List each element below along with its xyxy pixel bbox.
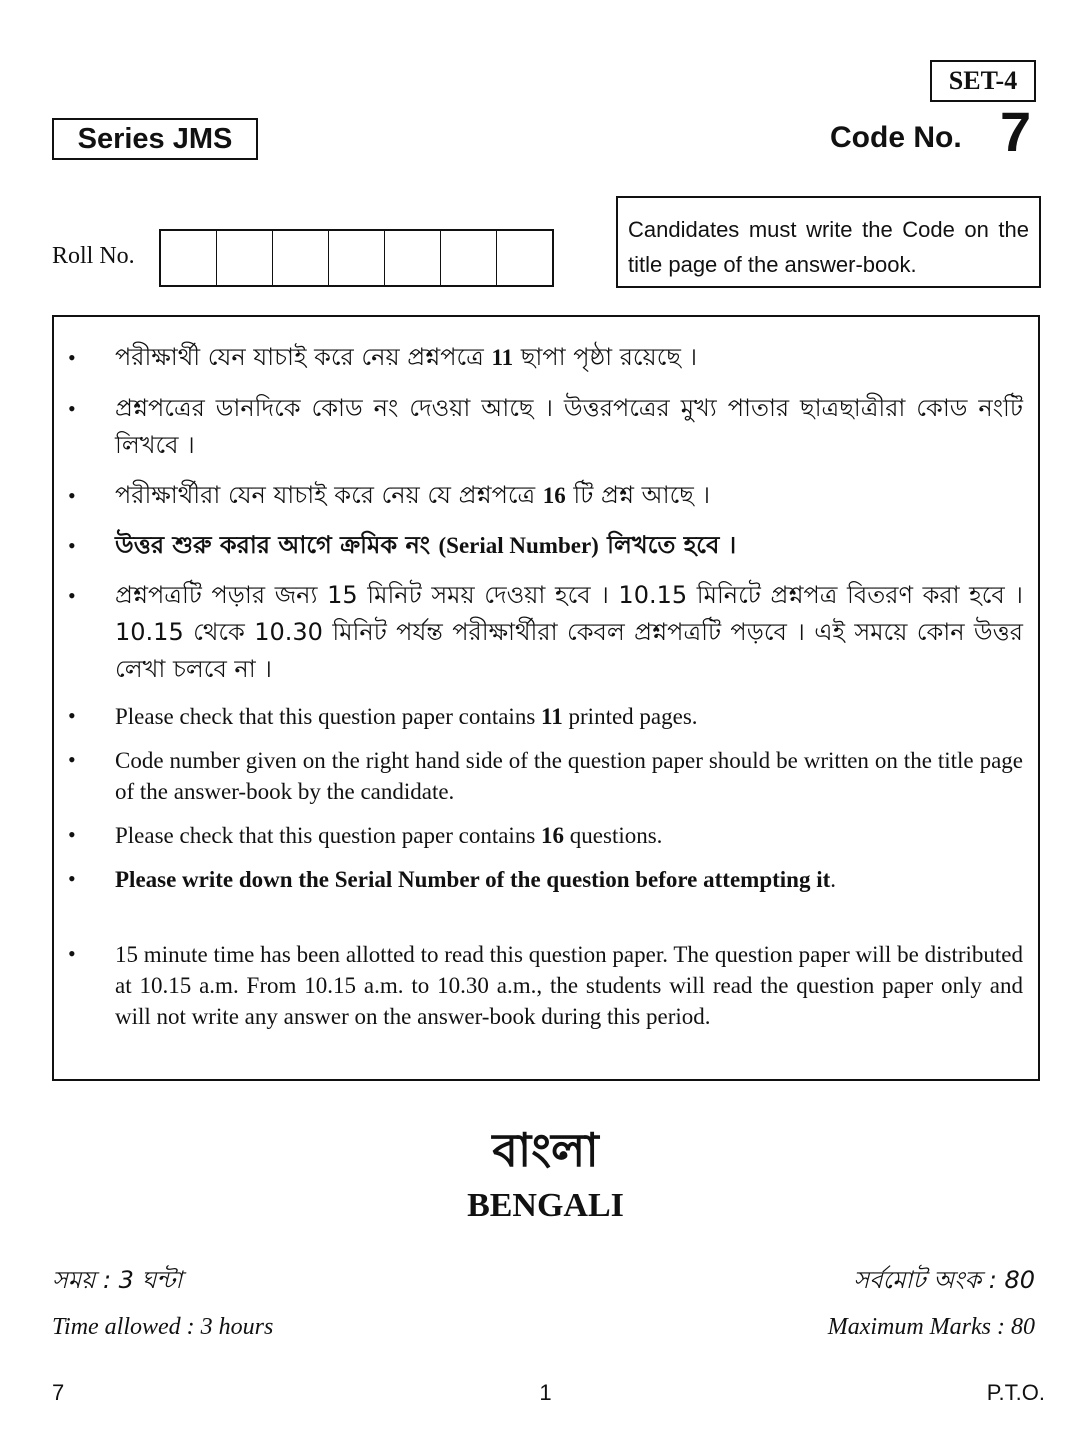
bullet: • [68, 822, 76, 847]
bullet: • [68, 866, 76, 891]
roll-number-cell[interactable] [217, 231, 273, 285]
roll-number-cell[interactable] [273, 231, 329, 285]
instructions-box: • পরীক্ষার্থী যেন যাচাই করে নেয় প্রশ্নপত্রে 11 ছাপা পৃষ্ঠা রয়েছে । • প্রশ্নপত্রের ডানদিকে কোড নং দেওয়া আছে । উত্তরপত্রের মুখ্য পাতার ছাত্রছাত্রীরা কোড নংটি লিখবে । • পরীক্ষার্থীরা যেন যাচাই করে নেয় যে প্রশ্নপত্রে 16 টি প্রশ্ন আছে । • উত্তর শুরু করার আগে ক্রমিক নং (Serial Number) লিখতে হবে । • প্রশ্নপত্রটি পড়ার জন্য 15 মিনিট সময় দেওয়া হবে । 10.15 মিনিটে প্রশ্নপত্র বিতরণ করা হবে । 10.15 থেকে 10.30 মিনিট পর্যন্ত পরীক্ষার্থীরা কেবল প্রশ্নপত্রটি পড়বে । এই সময়ে কোন উত্তর লেখা চলবে না । • Please check that this question paper contains 11 printed pages. • Code number given on the right hand side of the question paper should be written on the title page of the answer-book by the candidate. • Please check that this question paper contains 16 questions. • Please write down the Serial Number of the question before attempting it. • 15 minute time has been allotted to read this question paper. The question paper will be distributed at 10.15 a.m. From 10.15 a.m. to 10.30 a.m., the students will read the question paper only and will not write any answer on the answer-book during this period. [52, 315, 1040, 1081]
bullet: • [68, 583, 76, 608]
series-box: Series JMS [52, 118, 258, 160]
bullet: • [68, 703, 76, 728]
subject-title-bengali: বাংলা [492, 1123, 599, 1177]
please-turn-over: P.T.O. [986, 1380, 1045, 1405]
bullet: • [68, 396, 76, 421]
code-number-value: 7 [1000, 100, 1032, 163]
code-instruction-note: Candidates must write the Code on the title page of the answer-book. [616, 196, 1041, 288]
bullet: • [68, 533, 76, 558]
set-number-box: SET-4 [930, 60, 1036, 102]
roll-number-label: Roll No. [52, 243, 135, 269]
bullet: • [68, 747, 76, 772]
maximum-marks-english: Maximum Marks : 80 [827, 1314, 1035, 1340]
time-allowed-english: Time allowed : 3 hours [52, 1314, 274, 1340]
roll-number-cell[interactable] [497, 231, 552, 285]
bullet: • [68, 483, 76, 508]
maximum-marks-bengali: সর্বমোট অংক : 80 [853, 1266, 1035, 1294]
roll-number-cell[interactable] [329, 231, 385, 285]
bullet: • [68, 345, 76, 370]
bullet: • [68, 941, 76, 966]
roll-number-grid [159, 229, 554, 287]
roll-number-cell[interactable] [441, 231, 497, 285]
code-number-label: Code No. [830, 121, 962, 154]
time-allowed-bengali: সময় : 3 ঘন্টা [52, 1266, 183, 1294]
footer-code: 7 [52, 1380, 65, 1405]
roll-number-cell[interactable] [385, 231, 441, 285]
roll-number-cell[interactable] [161, 231, 217, 285]
page-number: 1 [539, 1380, 552, 1405]
subject-title-english: BENGALI [467, 1187, 624, 1224]
